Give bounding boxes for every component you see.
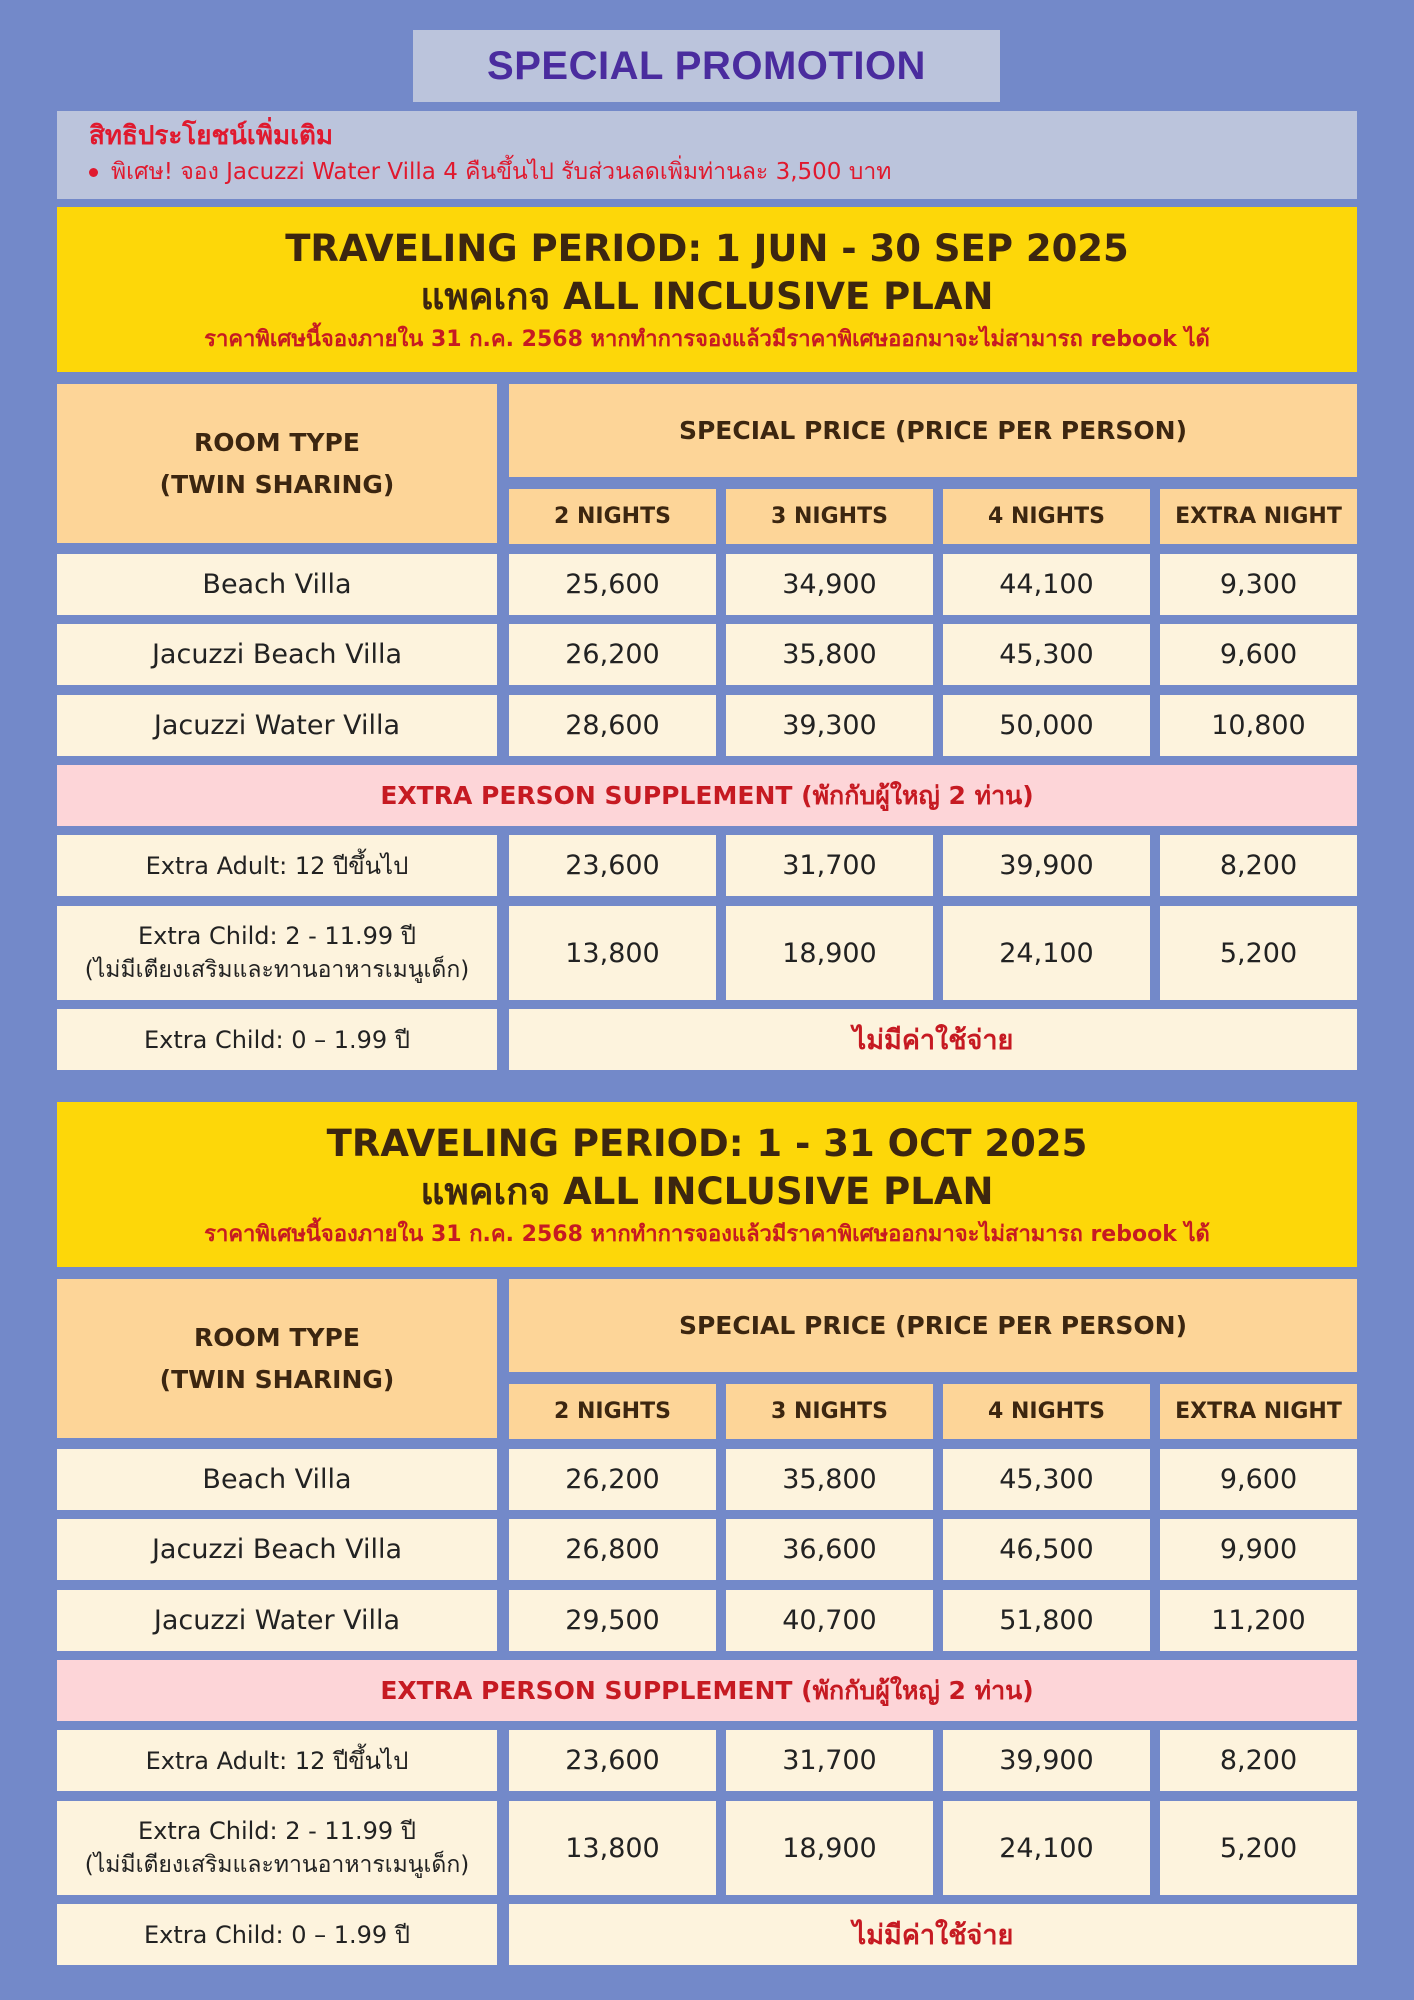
- room-name-cell: [57, 695, 497, 756]
- extra-label: Extra Adult: 12 ปีขึ้นไป: [145, 851, 409, 880]
- special-price-label: SPECIAL PRICE (PRICE PER PERSON): [678, 1311, 1188, 1340]
- room-name: Jacuzzi Water Villa: [153, 1605, 401, 1636]
- night-column-label: 3 NIGHTS: [771, 504, 888, 529]
- special-price-header: [509, 1279, 1357, 1372]
- price-cell: [509, 1449, 716, 1510]
- night-column-label: 3 NIGHTS: [771, 1399, 888, 1424]
- price-cell: [943, 1801, 1150, 1895]
- price-value: 26,200: [565, 639, 660, 670]
- extra-sub-label: (ไม่มีเตียงเสริมและทานอาหารเมนูเด็ก): [84, 1852, 470, 1878]
- room-name: Jacuzzi Beach Villa: [151, 639, 403, 670]
- night-column-header: [1160, 489, 1357, 544]
- extra-supplement-label: EXTRA PERSON SUPPLEMENT (พักกับผู้ใหญ่ 2 ท่าน): [380, 1675, 1034, 1705]
- room-type-label: ROOM TYPE: [194, 1322, 360, 1352]
- price-value: 36,600: [782, 1534, 877, 1565]
- price-cell: [1160, 1449, 1357, 1510]
- price-cell: [726, 1730, 933, 1791]
- price-cell: [943, 1590, 1150, 1651]
- night-column-header: [943, 489, 1150, 544]
- price-value: 35,800: [782, 1464, 877, 1495]
- price-value: 39,900: [999, 850, 1094, 881]
- extra-label: Extra Child: 0 – 1.99 ปี: [143, 1025, 411, 1054]
- extra-supplement-label: EXTRA PERSON SUPPLEMENT (พักกับผู้ใหญ่ 2 ท่าน): [380, 780, 1034, 810]
- price-cell: [1160, 554, 1357, 615]
- extra-supplement-band: [57, 765, 1357, 826]
- price-cell: [726, 835, 933, 896]
- night-column-label: 2 NIGHTS: [554, 504, 671, 529]
- room-type-label: ROOM TYPE: [194, 427, 360, 457]
- night-column-header: [509, 489, 716, 544]
- special-price-label: SPECIAL PRICE (PRICE PER PERSON): [678, 416, 1188, 445]
- price-cell: [1160, 906, 1357, 1000]
- price-cell: [943, 906, 1150, 1000]
- price-value: 13,800: [565, 1832, 660, 1864]
- price-value: 10,800: [1211, 710, 1306, 741]
- price-value: 46,500: [999, 1534, 1094, 1565]
- price-cell: [943, 1730, 1150, 1791]
- price-value: 5,200: [1219, 1832, 1298, 1864]
- price-cell: [509, 906, 716, 1000]
- price-value: 9,300: [1219, 569, 1298, 600]
- price-value: 11,200: [1211, 1605, 1306, 1636]
- room-name-cell: [57, 1449, 497, 1510]
- price-cell: [726, 624, 933, 685]
- price-cell: [1160, 835, 1357, 896]
- extra-label-cell: [57, 1904, 497, 1965]
- price-value: 31,700: [782, 1745, 877, 1776]
- free-of-charge-cell: [509, 1904, 1357, 1965]
- night-column-label: EXTRA NIGHT: [1175, 504, 1342, 529]
- price-cell: [509, 695, 716, 756]
- price-value: 9,600: [1219, 1464, 1298, 1495]
- room-name: Beach Villa: [202, 569, 352, 600]
- benefits-box: [57, 111, 1357, 199]
- free-of-charge-cell: [509, 1009, 1357, 1070]
- price-value: 18,900: [782, 937, 877, 969]
- room-type-header: [57, 1279, 497, 1438]
- price-cell: [1160, 1590, 1357, 1651]
- price-cell: [726, 1590, 933, 1651]
- price-cell: [509, 1519, 716, 1580]
- price-value: 40,700: [782, 1605, 877, 1636]
- price-cell: [943, 1519, 1150, 1580]
- night-column-header: [1160, 1384, 1357, 1439]
- price-cell: [509, 1801, 716, 1895]
- night-column-label: EXTRA NIGHT: [1175, 1399, 1342, 1424]
- price-cell: [726, 695, 933, 756]
- price-value: 9,900: [1219, 1534, 1298, 1565]
- benefits-item: [89, 155, 1357, 189]
- extra-label-cell: [57, 1730, 497, 1791]
- price-value: 9,600: [1219, 639, 1298, 670]
- room-name-cell: [57, 624, 497, 685]
- price-cell: [509, 1590, 716, 1651]
- price-value: 26,800: [565, 1534, 660, 1565]
- benefits-heading: สิทธิประโยชน์เพิ่มเติม: [89, 121, 334, 151]
- room-name: Jacuzzi Beach Villa: [151, 1534, 403, 1565]
- extra-label-cell: [57, 1801, 497, 1895]
- room-type-sharing-label: (TWIN SHARING): [159, 469, 395, 499]
- booking-note: ราคาพิเศษนี้จองภายใน 31 ก.ค. 2568 หากทำการจองแล้วมีราคาพิเศษออกมาจะไม่สามารถ rebook ได้: [204, 327, 1210, 352]
- price-value: 39,300: [782, 710, 877, 741]
- free-of-charge-text: ไม่มีค่าใช้จ่าย: [852, 1025, 1014, 1056]
- booking-note: ราคาพิเศษนี้จองภายใน 31 ก.ค. 2568 หากทำการจองแล้วมีราคาพิเศษออกมาจะไม่สามารถ rebook ได้: [204, 1222, 1210, 1247]
- extra-sub-label: (ไม่มีเตียงเสริมและทานอาหารเมนูเด็ก): [84, 957, 470, 983]
- room-name-cell: [57, 1590, 497, 1651]
- package-title: แพคเกจ ALL INCLUSIVE PLAN: [420, 1170, 994, 1213]
- benefits-item-text: พิเศษ! จอง Jacuzzi Water Villa 4 คืนขึ้นไป รับส่วนลดเพิ่มท่านละ 3,500 บาท: [111, 159, 892, 185]
- price-value: 25,600: [565, 569, 660, 600]
- price-value: 24,100: [999, 937, 1094, 969]
- extra-label-cell: [57, 835, 497, 896]
- night-column-label: 4 NIGHTS: [988, 504, 1105, 529]
- price-cell: [943, 554, 1150, 615]
- price-cell: [1160, 1801, 1357, 1895]
- night-column-header: [726, 489, 933, 544]
- price-cell: [726, 906, 933, 1000]
- room-type-sharing-label: (TWIN SHARING): [159, 1364, 395, 1394]
- room-type-header: [57, 384, 497, 543]
- price-value: 23,600: [565, 1745, 660, 1776]
- price-value: 39,900: [999, 1745, 1094, 1776]
- price-cell: [726, 554, 933, 615]
- price-cell: [726, 1801, 933, 1895]
- extra-label-cell: [57, 1009, 497, 1070]
- room-name: Jacuzzi Water Villa: [153, 710, 401, 741]
- extra-supplement-band: [57, 1660, 1357, 1721]
- price-value: 45,300: [999, 639, 1094, 670]
- special-price-header: [509, 384, 1357, 477]
- price-value: 5,200: [1219, 937, 1298, 969]
- promotion-title-box: [413, 30, 1000, 102]
- bullet-icon: [89, 168, 98, 177]
- price-value: 34,900: [782, 569, 877, 600]
- price-value: 13,800: [565, 937, 660, 969]
- night-column-label: 2 NIGHTS: [554, 1399, 671, 1424]
- extra-label: Extra Child: 0 – 1.99 ปี: [143, 1920, 411, 1949]
- period-banner: [57, 1102, 1357, 1267]
- price-value: 28,600: [565, 710, 660, 741]
- price-cell: [1160, 1730, 1357, 1791]
- price-cell: [943, 1449, 1150, 1510]
- price-value: 45,300: [999, 1464, 1094, 1495]
- room-name-cell: [57, 1519, 497, 1580]
- price-value: 18,900: [782, 1832, 877, 1864]
- price-cell: [509, 554, 716, 615]
- price-cell: [509, 1730, 716, 1791]
- period-banner: [57, 207, 1357, 372]
- page-title: SPECIAL PROMOTION: [487, 43, 926, 88]
- price-cell: [509, 624, 716, 685]
- night-column-header: [726, 1384, 933, 1439]
- period-title: TRAVELING PERIOD: 1 - 31 OCT 2025: [326, 1122, 1088, 1165]
- price-value: 29,500: [565, 1605, 660, 1636]
- price-value: 8,200: [1219, 850, 1298, 881]
- night-column-label: 4 NIGHTS: [988, 1399, 1105, 1424]
- price-value: 31,700: [782, 850, 877, 881]
- extra-label: Extra Adult: 12 ปีขึ้นไป: [145, 1746, 409, 1775]
- price-value: 35,800: [782, 639, 877, 670]
- extra-label: Extra Child: 2 - 11.99 ปี: [138, 1817, 416, 1845]
- package-title: แพคเกจ ALL INCLUSIVE PLAN: [420, 275, 994, 318]
- price-cell: [726, 1449, 933, 1510]
- price-cell: [943, 624, 1150, 685]
- price-cell: [509, 835, 716, 896]
- price-value: 23,600: [565, 850, 660, 881]
- price-cell: [943, 695, 1150, 756]
- room-name: Beach Villa: [202, 1464, 352, 1495]
- price-cell: [1160, 695, 1357, 756]
- night-column-header: [509, 1384, 716, 1439]
- price-value: 44,100: [999, 569, 1094, 600]
- price-cell: [943, 835, 1150, 896]
- price-value: 51,800: [999, 1605, 1094, 1636]
- price-value: 26,200: [565, 1464, 660, 1495]
- extra-label-cell: [57, 906, 497, 1000]
- price-cell: [726, 1519, 933, 1580]
- free-of-charge-text: ไม่มีค่าใช้จ่าย: [852, 1920, 1014, 1951]
- night-column-header: [943, 1384, 1150, 1439]
- period-title: TRAVELING PERIOD: 1 JUN - 30 SEP 2025: [285, 227, 1129, 270]
- price-value: 8,200: [1219, 1745, 1298, 1776]
- room-name-cell: [57, 554, 497, 615]
- price-cell: [1160, 1519, 1357, 1580]
- extra-label: Extra Child: 2 - 11.99 ปี: [138, 922, 416, 950]
- price-value: 50,000: [999, 710, 1094, 741]
- price-value: 24,100: [999, 1832, 1094, 1864]
- price-cell: [1160, 624, 1357, 685]
